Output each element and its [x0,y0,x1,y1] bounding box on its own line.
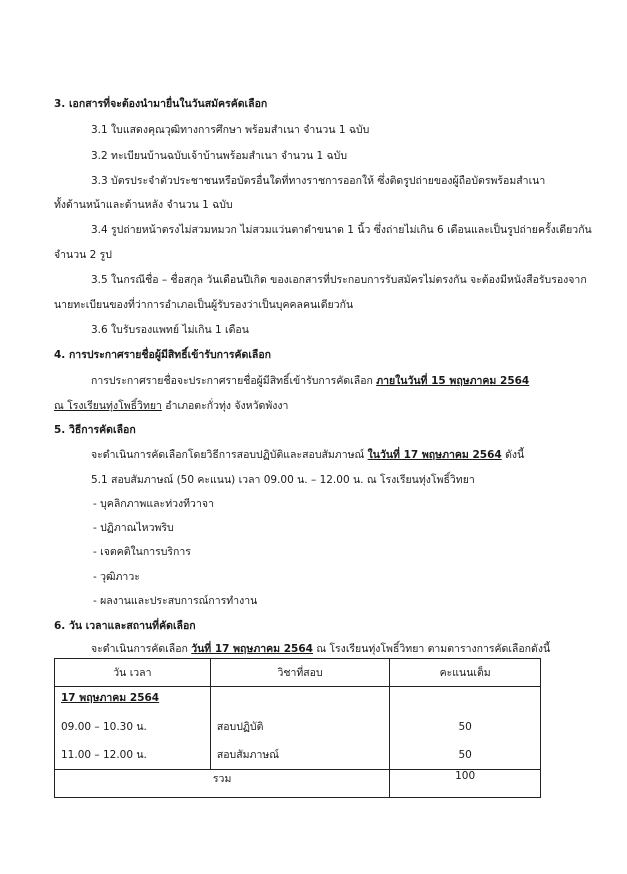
section-5-heading: 5. วิธีการคัดเลือก [54,424,136,436]
datetime-cell [55,687,211,770]
column-header-score: คะแนนเต็ม [390,659,541,687]
table-row [55,687,541,770]
subject-name: สอบสัมภาษณ์ [216,749,280,761]
list-item-3-3-cont: ทั้งด้านหน้าและด้านหลัง จำนวน 1 ฉบับ [54,199,233,211]
section-3-heading: 3. เอกสารที่จะต้องนำมายื่นในวันสมัครคัดเลือก [54,98,268,110]
method-date: ในวันที่ 17 พฤษภาคม 2564 [367,449,502,461]
table-header-row [55,659,541,687]
announce-place: ณ โรงเรียนทุ่งโพธิ์วิทยา [54,400,162,412]
subject-cell [210,687,390,770]
list-item-3-3: 3.3 บัตรประจำตัวประชาชนหรือบัตรอื่นใดที่ทางราชการออกให้ ซึ่งติดรูปถ่ายของผู้ถือบัตรพร้อมสำเนา [91,175,546,187]
bullet-item: - ผลงานและประสบการณ์การทำงาน [93,595,258,607]
section-4-paragraph [91,374,529,388]
subject-name: สอบปฏิบัติ [216,721,264,733]
method-tail: ดังนี้ [505,449,525,461]
section-4-heading: 4. การประกาศรายชื่อผู้มีสิทธิ์เข้ารับการคัดเลือก [54,349,272,361]
time-slot: 11.00 – 12.00 น. [61,749,147,761]
column-header-subject: วิชาที่สอบ [210,659,390,687]
section-5-paragraph [91,448,524,462]
announce-date: ภายในวันที่ 15 พฤษภาคม 2564 [376,375,530,387]
time-slot: 09.00 – 10.30 น. [61,721,147,733]
section-6-paragraph [91,642,550,656]
method-text: จะดำเนินการคัดเลือกโดยวิธีการสอบปฏิบัติและสอบสัมภาษณ์ [91,449,365,461]
list-item-3-1: 3.1 ใบแสดงคุณวุฒิทางการศึกษา พร้อมสำเนา จำนวน 1 ฉบับ [91,124,370,136]
list-item-3-4: 3.4 รูปถ่ายหน้าตรงไม่สวมหมวก ไม่สวมแว่นตาดำขนาด 1 นิ้ว ซึ่งถ่ายไม่เกิน 6 เดือนและเป็นรูปถ่ายครั้งเดียวกัน [91,224,592,236]
exam-date: 17 พฤษภาคม 2564 [61,692,160,704]
announce-district: อำเภอตะกั่วทุ่ง จังหวัดพังงา [165,400,289,412]
bullet-item: - ปฏิภาณไหวพริบ [93,522,174,534]
total-label: รวม [55,770,390,798]
schedule-text: จะดำเนินการคัดเลือก [91,643,188,655]
table-total-row [55,770,541,798]
column-header-datetime: วัน เวลา [55,659,211,687]
score-value: 50 [458,749,472,761]
schedule-tail: ณ โรงเรียนทุ่งโพธิ์วิทยา ตามตารางการคัดเลือกดังนี้ [316,643,551,655]
score-cell [390,687,541,770]
announce-text: การประกาศรายชื่อจะประกาศรายชื่อผู้มีสิทธิ์เข้ารับการคัดเลือก [91,375,373,387]
list-item-3-6: 3.6 ใบรับรองแพทย์ ไม่เกิน 1 เดือน [91,324,249,336]
list-item-3-2: 3.2 ทะเบียนบ้านฉบับเจ้าบ้านพร้อมสำเนา จำนวน 1 ฉบับ [91,150,348,162]
schedule-table [54,658,541,798]
list-item-5-1: 5.1 สอบสัมภาษณ์ (50 คะแนน) เวลา 09.00 น. – 12.00 น. ณ โรงเรียนทุ่งโพธิ์วิทยา [91,474,475,486]
bullet-item: - บุคลิกภาพและท่วงทีวาจา [93,498,214,510]
list-item-3-5: 3.5 ในกรณีชื่อ – ชื่อสกุล วันเดือนปีเกิด ของเอกสารที่ประกอบการรับสมัครไม่ตรงกัน จะต้องมีหนังสือรับรองจาก [91,274,587,286]
score-value: 50 [458,721,472,733]
bullet-item: - วุฒิภาวะ [93,571,140,583]
list-item-3-5-cont: นายทะเบียนของที่ว่าการอำเภอเป็นผู้รับรองว่าเป็นบุคคลคนเดียวกัน [54,299,354,311]
section-6-heading: 6. วัน เวลาและสถานที่คัดเลือก [54,620,196,632]
list-item-3-4-cont: จำนวน 2 รูป [54,249,112,261]
bullet-item: - เจตคติในการบริการ [93,546,191,558]
section-4-paragraph-cont [54,399,288,413]
total-value: 100 [390,770,541,798]
schedule-date: วันที่ 17 พฤษภาคม 2564 [191,643,313,655]
